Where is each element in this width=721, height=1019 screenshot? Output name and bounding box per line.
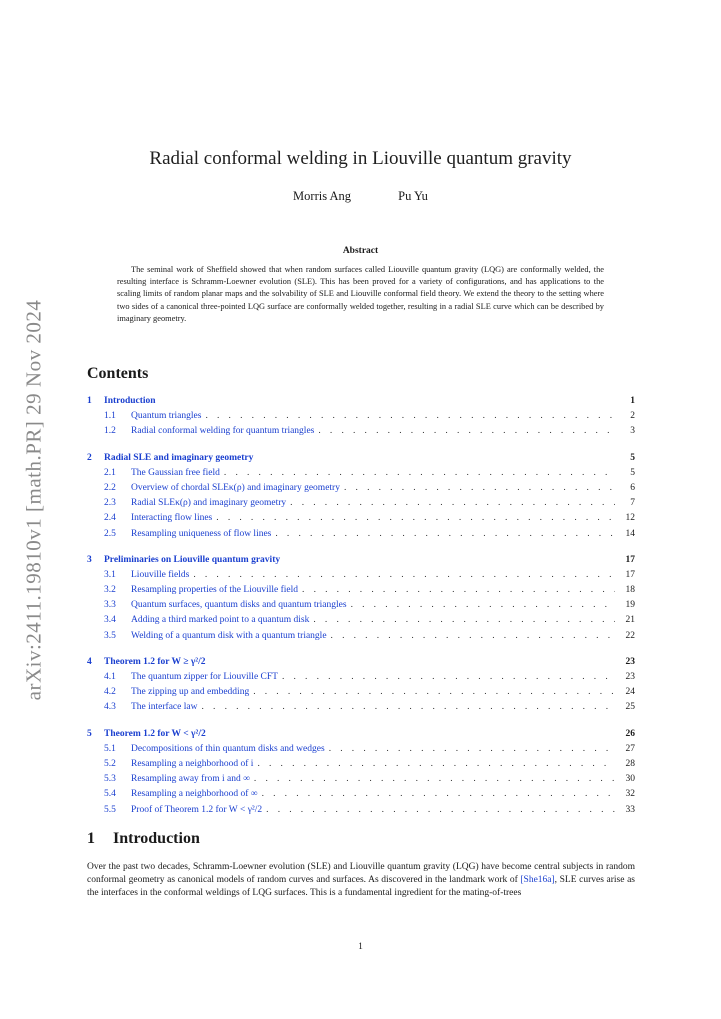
toc-entry-label[interactable]: Introduction	[104, 396, 156, 406]
toc-subsection-entry[interactable]	[87, 600, 635, 615]
contents-heading: Contents	[87, 365, 149, 382]
toc-page-number[interactable]: 32	[625, 789, 635, 800]
toc-subsection-entry[interactable]	[87, 805, 635, 820]
toc-dot-leader	[205, 411, 615, 421]
toc-entry-label[interactable]: Proof of Theorem 1.2 for W < γ²/2	[131, 804, 263, 815]
toc-section	[87, 453, 635, 544]
toc-page-number[interactable]: 25	[625, 702, 635, 713]
toc-page-number[interactable]: 33	[625, 804, 635, 815]
toc-dot-leader	[329, 744, 615, 754]
toc-subsection-entry[interactable]	[87, 570, 635, 585]
toc-entry-number[interactable]: 2.2	[104, 482, 116, 493]
toc-dot-leader	[266, 805, 615, 815]
toc-entry-number[interactable]: 4.1	[104, 672, 116, 682]
toc-subsection-entry[interactable]	[87, 426, 635, 441]
toc-entry-number[interactable]: 2.1	[104, 467, 116, 478]
toc-entry-label[interactable]: The Gaussian free field	[131, 467, 220, 478]
toc-dot-leader	[282, 672, 615, 682]
toc-section-entry[interactable]	[87, 729, 635, 744]
paragraph-text: Over the past two decades, Schramm-Loewner evolution (SLE) and Liouville quantum gravity (LQG) have become central subjects in random conformal geometry as canonical models of random curves and surfaces. As discovered in the landmark work of	[87, 862, 635, 885]
toc-page-number[interactable]: 2	[630, 411, 635, 422]
toc-entry-number[interactable]: 5	[87, 728, 92, 739]
toc-dot-leader	[262, 789, 615, 799]
toc-subsection-entry[interactable]	[87, 615, 635, 630]
toc-entry-label[interactable]: Theorem 1.2 for W < γ²/2	[104, 728, 206, 739]
paragraph-text: , SLE curves arise as the interfaces in the conformal weldings of LQG surfaces. This is a fundamental ingredient for the mating-of-trees	[87, 875, 635, 898]
toc-dot-leader	[302, 585, 615, 595]
toc-page-number[interactable]: 5	[630, 452, 635, 463]
toc-subsection-entry[interactable]	[87, 411, 635, 426]
toc-subsection-entry[interactable]	[87, 513, 635, 528]
toc-dot-leader	[331, 631, 615, 641]
toc-page-number[interactable]: 14	[625, 528, 635, 539]
toc-entry-label[interactable]: Resampling away from i and ∞	[131, 774, 250, 785]
toc-entry-number[interactable]: 5.4	[104, 789, 116, 800]
toc-dot-leader	[257, 759, 615, 769]
toc-page-number[interactable]: 21	[625, 615, 635, 626]
toc-entry-number[interactable]: 4.3	[104, 702, 116, 713]
toc-dot-leader	[193, 570, 615, 580]
toc-entry-label[interactable]: Interacting flow lines	[131, 513, 213, 524]
toc-entry-label[interactable]: Overview of chordal SLEκ(ρ) and imaginary geometry	[131, 482, 340, 493]
arxiv-identifier	[22, 300, 46, 700]
toc-dot-leader	[290, 498, 615, 508]
toc-entry-number[interactable]: 2	[87, 452, 92, 463]
abstract-text: The seminal work of Sheffield showed that when random surfaces called Liouville quantum gravity (LQG) are conformally welded, the resulting interface is Schramm-Loewner evolution (SLE). This has been proved for a variety of configurations, and has applications to the scaling limits of random planar maps and the solvability of SLE and Liouville conformal field theory. We extend the theory to the setting where two sides of a canonical three-pointed LQG surface are conformally welded together, resulting in a radial SLE curve which can be described by imaginary geometry.	[117, 265, 604, 323]
toc-subsection-entry[interactable]	[87, 498, 635, 513]
author-list	[0, 189, 721, 204]
toc-page-number[interactable]: 27	[625, 743, 635, 754]
toc-page-number[interactable]: 18	[625, 585, 635, 596]
toc-page-number[interactable]: 28	[625, 758, 635, 769]
toc-section-entry[interactable]	[87, 657, 635, 672]
toc-page-number[interactable]: 5	[630, 467, 635, 478]
toc-entry-number[interactable]: 4	[87, 656, 92, 667]
toc-entry-number[interactable]: 3.5	[104, 630, 116, 641]
toc-page-number[interactable]: 7	[630, 498, 635, 509]
toc-entry-number[interactable]: 5.1	[104, 743, 116, 754]
author-name: Pu Yu	[398, 189, 428, 203]
toc-entry-label[interactable]: Resampling a neighborhood of ∞	[131, 789, 258, 800]
toc-entry-number[interactable]: 1	[87, 396, 92, 406]
toc-dot-leader	[318, 426, 615, 436]
toc-section	[87, 729, 635, 820]
toc-dot-leader	[201, 702, 615, 712]
toc-section-entry[interactable]	[87, 453, 635, 468]
toc-entry-number[interactable]: 5.5	[104, 804, 116, 815]
toc-entry-label[interactable]: The quantum zipper for Liouville CFT	[131, 672, 278, 682]
citation-link[interactable]: [She16a]	[520, 875, 555, 885]
toc-entry-number[interactable]: 2.5	[104, 528, 116, 539]
toc-entry-label[interactable]: Liouville fields	[131, 569, 190, 580]
toc-page-number[interactable]: 12	[625, 513, 635, 524]
toc-subsection-entry[interactable]	[87, 585, 635, 600]
toc-page-number[interactable]: 26	[625, 728, 635, 739]
toc-page-number[interactable]: 23	[625, 656, 635, 667]
toc-entry-label[interactable]: Preliminaries on Liouville quantum gravity	[104, 554, 281, 565]
toc-page-number[interactable]: 3	[630, 426, 635, 437]
toc-dot-leader	[351, 600, 615, 610]
toc-page-number[interactable]: 17	[625, 554, 635, 565]
toc-subsection-entry[interactable]	[87, 774, 635, 789]
toc-entry-number[interactable]: 3.4	[104, 615, 116, 626]
toc-dot-leader	[344, 483, 615, 493]
toc-entry-number[interactable]: 1.2	[104, 426, 116, 437]
author-name: Morris Ang	[293, 189, 352, 203]
page-number: 1	[358, 942, 363, 952]
toc-page-number[interactable]: 6	[630, 482, 635, 493]
toc-subsection-entry[interactable]	[87, 789, 635, 804]
toc-dot-leader	[254, 774, 615, 784]
toc-section	[87, 555, 635, 646]
toc-entry-number[interactable]: 4.2	[104, 687, 116, 698]
toc-subsection-entry[interactable]	[87, 672, 635, 687]
toc-entry-label[interactable]: Quantum triangles	[131, 411, 202, 422]
toc-entry-label[interactable]: Radial SLE and imaginary geometry	[104, 452, 254, 463]
toc-entry-label[interactable]: The interface law	[131, 702, 198, 713]
toc-page-number[interactable]: 30	[625, 774, 635, 785]
toc-entry-number[interactable]: 3.3	[104, 600, 116, 611]
toc-entry-number[interactable]: 3.2	[104, 585, 116, 596]
toc-entry-number[interactable]: 3	[87, 554, 92, 565]
toc-entry-number[interactable]: 2.4	[104, 513, 116, 524]
toc-entry-label[interactable]: Resampling uniqueness of flow lines	[131, 528, 272, 539]
toc-entry-number[interactable]: 2.3	[104, 498, 116, 509]
toc-section-entry[interactable]	[87, 396, 635, 411]
arxiv-identifier-text: arXiv:2411.19810v1 [math.PR] 29 Nov 2024	[21, 299, 46, 701]
toc-page-number[interactable]: 24	[625, 687, 635, 698]
toc-subsection-entry[interactable]	[87, 529, 635, 544]
toc-entry-label[interactable]: Quantum surfaces, quantum disks and quantum triangles	[131, 600, 347, 611]
toc-entry-label[interactable]: Decompositions of thin quantum disks and wedges	[131, 743, 325, 754]
toc-entry-number[interactable]: 3.1	[104, 569, 116, 580]
toc-subsection-entry[interactable]	[87, 687, 635, 702]
toc-entry-number[interactable]: 1.1	[104, 411, 116, 422]
table-of-contents	[87, 396, 635, 831]
toc-entry-label[interactable]: Radial SLEκ(ρ) and imaginary geometry	[131, 498, 287, 509]
toc-section-entry[interactable]	[87, 555, 635, 570]
toc-entry-label[interactable]: The zipping up and embedding	[131, 687, 250, 698]
toc-subsection-entry[interactable]	[87, 744, 635, 759]
toc-entry-label[interactable]: Resampling a neighborhood of i	[131, 758, 254, 769]
toc-subsection-entry[interactable]	[87, 468, 635, 483]
section-heading	[87, 830, 200, 848]
toc-entry-label[interactable]: Resampling properties of the Liouville field	[131, 585, 299, 596]
toc-entry-number[interactable]: 5.2	[104, 758, 116, 769]
abstract-heading: Abstract	[342, 246, 379, 256]
toc-entry-number[interactable]: 5.3	[104, 774, 116, 785]
body-paragraph	[87, 861, 635, 900]
toc-page-number[interactable]: 23	[625, 672, 635, 682]
toc-subsection-entry[interactable]	[87, 631, 635, 646]
toc-subsection-entry[interactable]	[87, 483, 635, 498]
paper-title: Radial conformal welding in Liouville quantum gravity	[149, 148, 572, 169]
toc-subsection-entry[interactable]	[87, 702, 635, 717]
toc-page-number[interactable]: 19	[625, 600, 635, 611]
toc-dot-leader	[216, 513, 615, 523]
toc-subsection-entry[interactable]	[87, 759, 635, 774]
toc-dot-leader	[275, 529, 615, 539]
toc-page-number[interactable]: 17	[625, 569, 635, 580]
toc-dot-leader	[224, 468, 615, 478]
toc-section	[87, 396, 635, 442]
toc-section	[87, 657, 635, 718]
section-title: Introduction	[113, 830, 200, 847]
toc-entry-label[interactable]: Theorem 1.2 for W ≥ γ²/2	[104, 656, 206, 667]
toc-dot-leader	[253, 687, 615, 697]
toc-dot-leader	[313, 615, 615, 625]
toc-entry-label[interactable]: Adding a third marked point to a quantum disk	[131, 615, 310, 626]
section-number: 1	[87, 830, 95, 847]
toc-page-number[interactable]: 1	[630, 396, 635, 406]
toc-entry-label[interactable]: Welding of a quantum disk with a quantum triangle	[131, 630, 327, 641]
toc-page-number[interactable]: 22	[625, 630, 635, 641]
toc-entry-label[interactable]: Radial conformal welding for quantum triangles	[131, 426, 315, 437]
